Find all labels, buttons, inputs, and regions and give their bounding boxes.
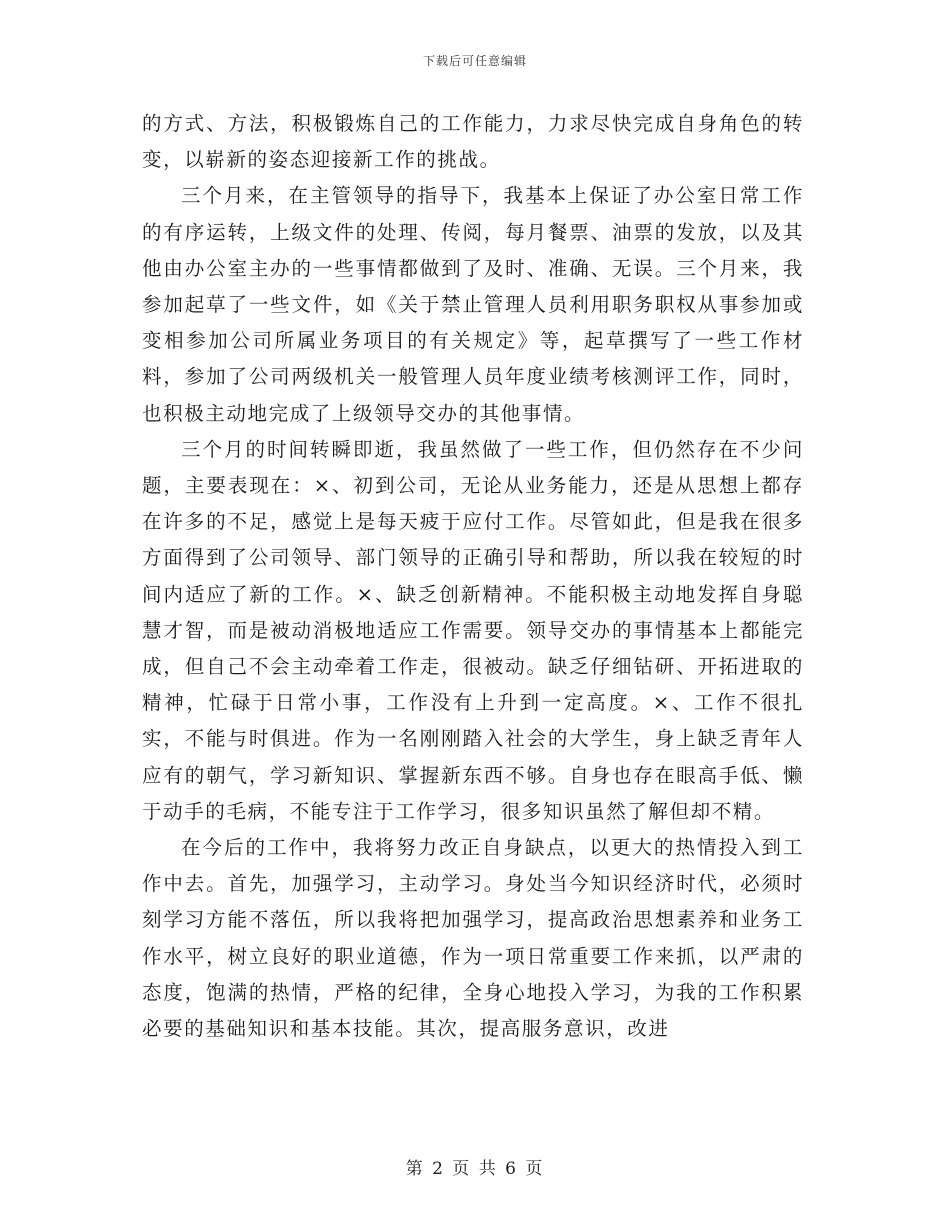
document-body [142,106,804,1047]
paragraph-work-summary: 三个月来，在主管领导的指导下，我基本上保证了办公室日常工作的有序运转，上级文件的处理、传阅，每月餐票、油票的发放，以及其他由办公室主办的一些事情都做到了及时、准确、无误。三个月来，我参加起草了一些文件，如《关于禁止管理人员利用职务职权从事参加或变相参加公司所属业务项目的有关规定》等，起草撰写了一些工作材料，参加了公司两级机关一般管理人员年度业绩考核测评工作，同时，也积极主动地完成了上级领导交办的其他事情。 [142,184,804,425]
paragraph-continuation: 的方式、方法，积极锻炼自己的工作能力，力求尽快完成自身角色的转变，以崭新的姿态迎接新工作的挑战。 [142,112,804,172]
paragraph-future-plans: 在今后的工作中，我将努力改正自身缺点，以更大的热情投入到工作中去。首先，加强学习，主动学习。身处当今知识经济时代，必须时刻学习方能不落伍，所以我将把加强学习，提高政治思想素养和业务工作水平，树立良好的职业道德，作为一项日常重要工作来抓，以严肃的态度，饱满的热情，严格的纪律，全身心地投入学习，为我的工作积累必要的基础知识和基本技能。其次，提高服务意识，改进 [142,836,804,1041]
page-header: 下载后可任意编辑 [422,54,527,68]
paragraph-problems: 三个月的时间转瞬即逝，我虽然做了一些工作，但仍然存在不少问题，主要表现在：×、初到公司，无论从业务能力，还是从思想上都存在许多的不足，感觉上是每天疲于应付工作。尽管如此，但是我在很多方面得到了公司领导、部门领导的正确引导和帮助，所以我在较短的时间内适应了新的工作。×、缺乏创新精神。不能积极主动地发挥自身聪慧才智，而是被动消极地适应工作需要。领导交办的事情基本上都能完成，但自己不会主动牵着工作走，很被动。缺乏仔细钻研、开拓进取的精神，忙碌于日常小事，工作没有上升到一定高度。×、工作不很扎实，不能与时俱进。作为一名刚刚踏入社会的大学生，身上缺乏青年人应有的朝气，学习新知识、掌握新东西不够。自身也存在眼高手低、懒于动手的毛病，不能专注于工作学习，很多知识虽然了解但却不精。 [142,437,804,823]
page-number-footer: 第 2 页 共 6 页 [405,1159,545,1179]
